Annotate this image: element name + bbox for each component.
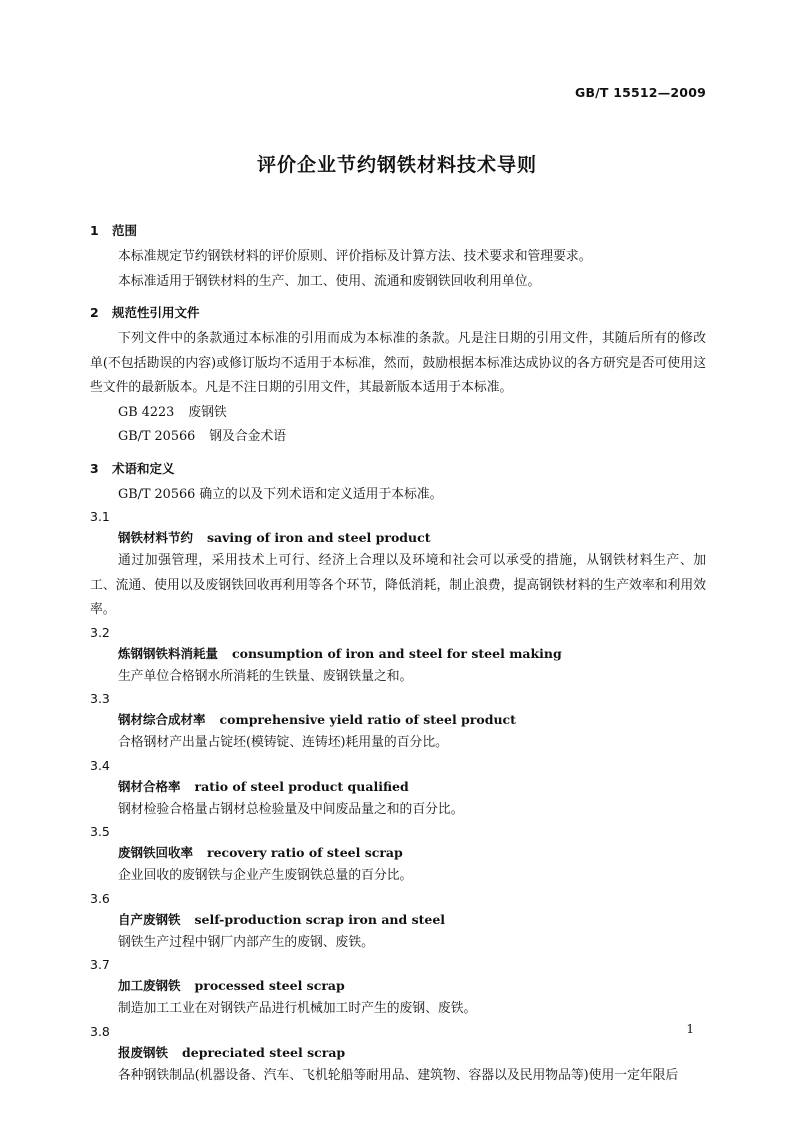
term-chinese: 自产废钢铁 — [118, 911, 181, 927]
term-chinese: 报废钢铁 — [118, 1044, 169, 1060]
standard-code: GB/T 15512—2009 — [574, 85, 706, 100]
term-definition: 通过加强管理，采用技术上可行、经济上合理以及环境和社会可以承受的措施，从钢铁材料生产、加工、流通、使用以及废钢铁回收再利用等各个环节，降低消耗，制止浪费，提高钢铁材料的生产效率和利用效率。 — [90, 553, 706, 617]
reference-name: 废钢铁 — [188, 404, 227, 420]
section-number: 2 — [90, 305, 99, 320]
term-number: 3.4 — [90, 757, 110, 773]
section-title: 术语和定义 — [112, 460, 175, 476]
term-chinese: 加工废钢铁 — [118, 978, 181, 993]
document-title: 评价企业节约钢铁材料技术导则 — [256, 154, 537, 176]
document-body — [90, 216, 706, 1088]
section-title: 范围 — [112, 223, 138, 238]
term-chinese: 炼钢钢铁料消耗量 — [118, 645, 219, 661]
term-number: 3.7 — [90, 957, 110, 972]
page-number: 1 — [686, 1022, 694, 1036]
term-english: recovery ratio of steel scrap — [207, 845, 403, 860]
paragraph: 本标准适用于钢铁材料的生产、加工、使用、流通和废钢铁回收利用单位。 — [118, 273, 541, 289]
term-heading — [90, 975, 706, 997]
term-definition: 合格钢材产出量占锭坯(模铸锭、连铸坯)耗用量的百分比。 — [118, 735, 448, 750]
term-chinese: 钢材合格率 — [118, 778, 181, 794]
term-heading — [90, 1042, 706, 1064]
term-heading — [90, 842, 706, 864]
term-number: 3.1 — [90, 509, 110, 524]
section-number: 1 — [90, 223, 99, 238]
section-number: 3 — [90, 460, 99, 476]
reference-name: 钢及合金术语 — [209, 429, 287, 444]
section-heading-normative-references — [90, 304, 706, 322]
paragraph: 下列文件中的条款通过本标准的引用而成为本标准的条款。凡是注日期的引用文件，其随后所有的修改单(不包括勘误的内容)或修订版均不适用于本标准，然而，鼓励根据本标准达成协议的各方研究是否可使用这些文件的最新版本。凡是不注日期的引用文件，其最新版本适用于本标准。 — [90, 331, 706, 395]
term-definition: 企业回收的废钢铁与企业产生废钢铁总量的百分比。 — [118, 868, 413, 883]
term-heading — [90, 909, 706, 931]
term-chinese: 钢铁材料节约 — [118, 530, 194, 545]
paragraph: 本标准规定节约钢铁材料的评价原则、评价指标及计算方法、技术要求和管理要求。 — [118, 249, 592, 264]
reference-code: GB/T 20566 — [118, 429, 196, 444]
section-heading-terms-and-definitions — [90, 460, 706, 478]
term-definition: 制造加工工业在对钢铁产品进行机械加工时产生的废钢、废铁。 — [118, 1001, 477, 1016]
reference-item — [90, 401, 706, 426]
section-title: 规范性引用文件 — [112, 305, 200, 320]
term-number: 3.5 — [90, 824, 110, 839]
term-english: self-production scrap iron and steel — [194, 911, 446, 927]
term-definition: 生产单位合格钢水所消耗的生铁量、废钢铁量之和。 — [118, 668, 413, 684]
term-heading — [90, 643, 706, 665]
term-number: 3.8 — [90, 1023, 110, 1039]
term-number: 3.3 — [90, 691, 110, 706]
term-chinese: 废钢铁回收率 — [118, 845, 194, 860]
term-english: depreciated steel scrap — [182, 1044, 346, 1060]
term-english: comprehensive yield ratio of steel product — [219, 712, 516, 727]
term-definition: 钢材检验合格量占钢材总检验量及中间废品量之和的百分比。 — [118, 801, 464, 817]
section-heading-scope — [90, 222, 706, 240]
term-heading — [90, 527, 706, 549]
term-english: ratio of steel product qualified — [194, 778, 409, 794]
term-english: saving of iron and steel product — [207, 530, 431, 545]
term-english: processed steel scrap — [194, 978, 345, 993]
term-number: 3.2 — [90, 624, 110, 640]
term-chinese: 钢材综合成材率 — [118, 712, 206, 727]
reference-item — [90, 425, 706, 450]
term-definition: 钢铁生产过程中钢厂内部产生的废钢、废铁。 — [118, 934, 374, 950]
term-english: consumption of iron and steel for steel making — [232, 645, 562, 661]
term-heading — [90, 776, 706, 798]
term-heading — [90, 709, 706, 731]
paragraph: GB/T 20566 确立的以及下列术语和定义适用于本标准。 — [118, 486, 443, 502]
reference-code: GB 4223 — [118, 404, 175, 420]
term-definition: 各种钢铁制品(机器设备、汽车、飞机轮船等耐用品、建筑物、容器以及民用物品等)使用一定年限后 — [118, 1067, 679, 1083]
term-number: 3.6 — [90, 890, 110, 906]
